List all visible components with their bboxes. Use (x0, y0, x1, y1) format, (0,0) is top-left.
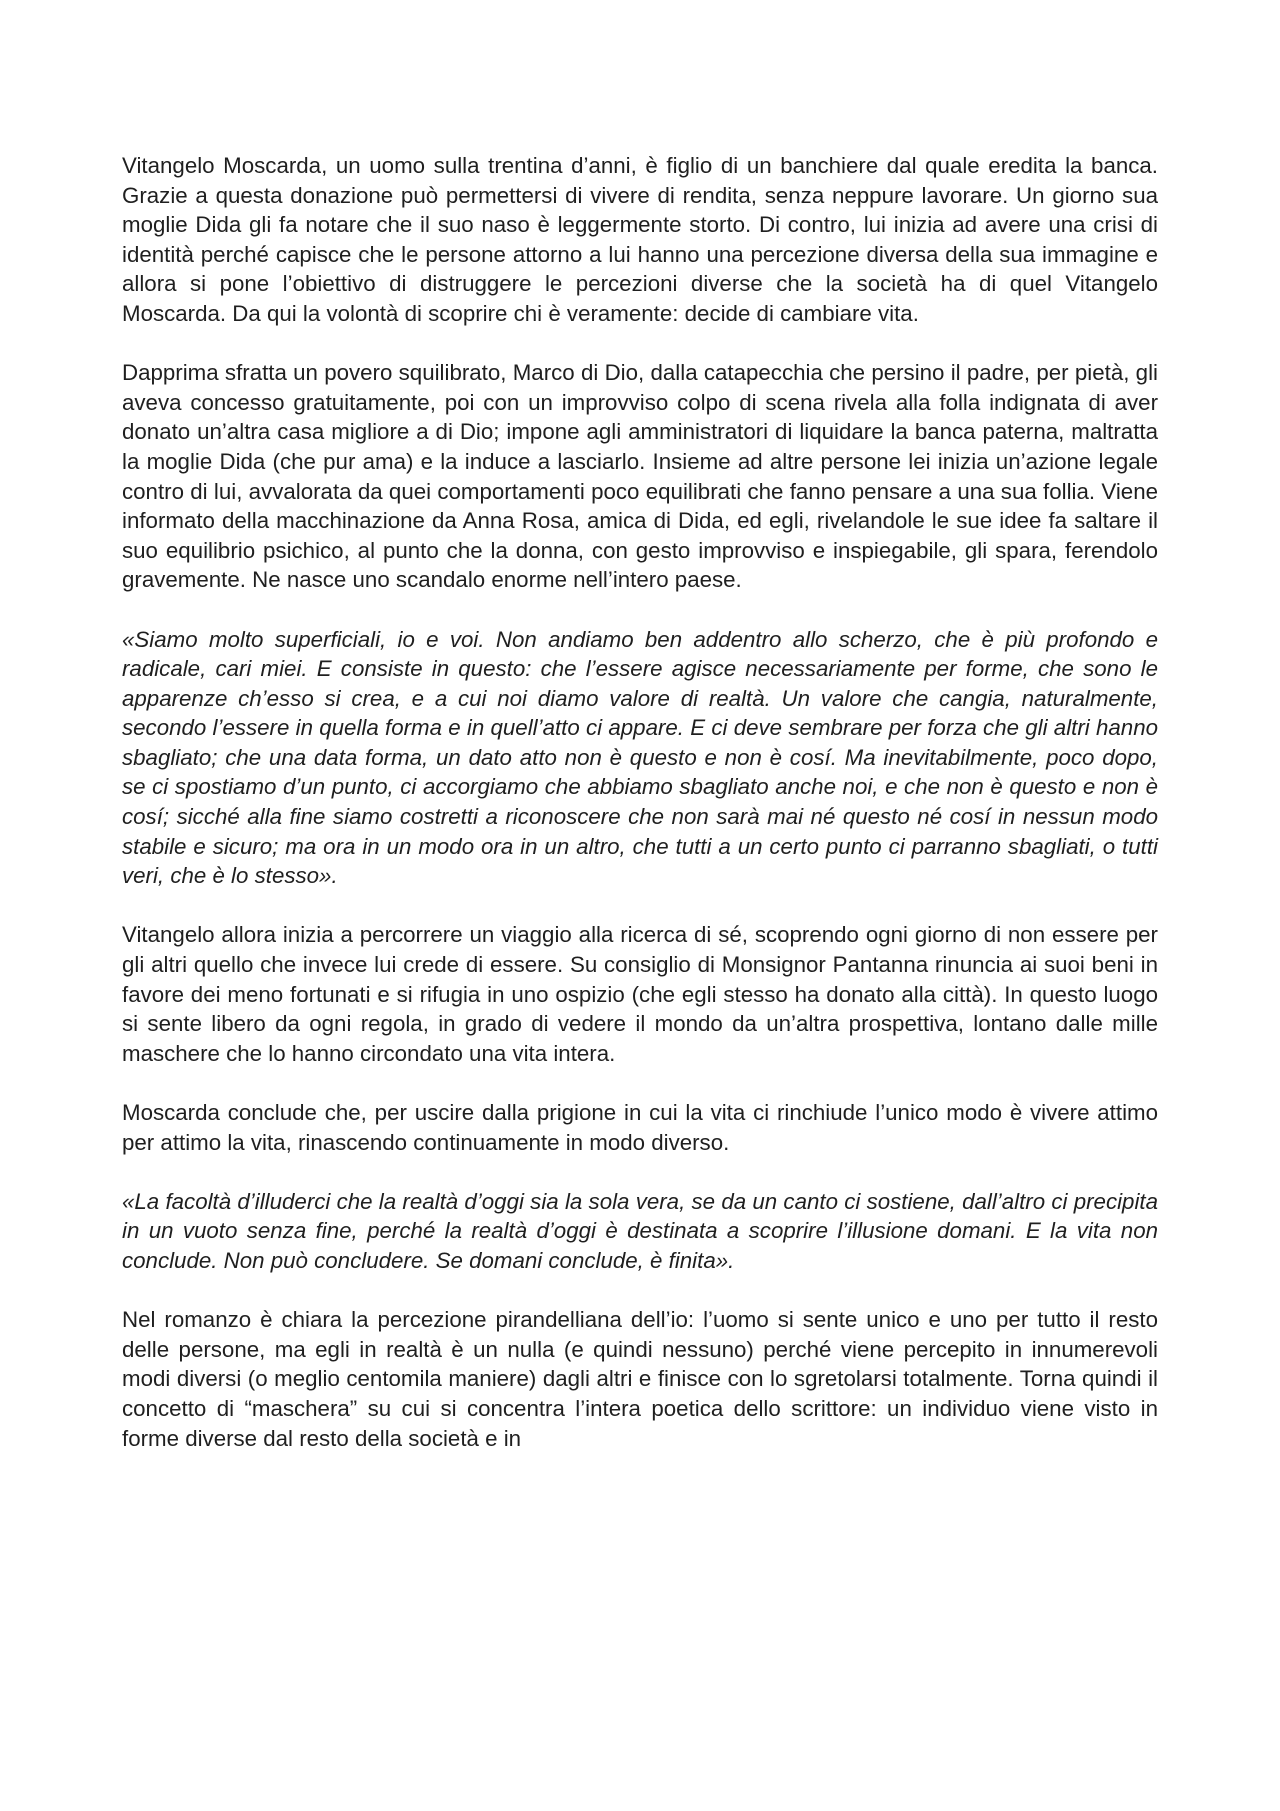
paragraph-analysis: Nel romanzo è chiara la percezione pirandelliana dell’io: l’uomo si sente unico e uno per tutto il resto delle persone, ma egli in realtà è un nulla (e quindi nessuno) perché viene percepito in innumerevoli modi diversi (o meglio centomila maniere) dagli altri e finisce con lo sgretolarsi totalmente. Torna quindi il concetto di “maschera” su cui si concentra l’intera poetica dello scrittore: un individuo viene visto in forme diverse dal resto della società e in (122, 1307, 1158, 1451)
paragraph-plot-events: Dapprima sfratta un povero squilibrato, Marco di Dio, dalla catapecchia che persino il padre, per pietà, gli aveva concesso gratuitamente, poi con un improvviso colpo di scena rivela alla folla indignata di aver donato un’altra casa migliore a di Dio; impone agli amministratori di liquidare la banca paterna, maltratta la moglie Dida (che pur ama) e la induce a lasciarlo. Insieme ad altre persone lei inizia un’azione legale contro di lui, avvalorata da quei comportamenti poco equilibrati che fanno pensare a una sua follia. Viene informato della macchinazione da Anna Rosa, amica di Dida, ed egli, rivelandole le sue idee fa saltare il suo equilibrio psichico, al punto che la donna, con gesto improvviso e inspiegabile, gli spara, ferendolo gravemente. Ne nasce uno scandalo enorme nell’intero paese. (122, 360, 1158, 593)
paragraph-plot-intro: Vitangelo Moscarda, un uomo sulla trentina d’anni, è figlio di un banchiere dal quale eredita la banca. Grazie a questa donazione può permettersi di vivere di rendita, senza neppure lavorare. Un giorno sua moglie Dida gli fa notare che il suo naso è leggermente storto. Di contro, lui inizia ad avere una crisi di identità perché capisce che le persone attorno a lui hanno una percezione diversa della sua immagine e allora si pone l’obiettivo di distruggere le percezioni diverse che la società ha di quel Vitangelo Moscarda. Da qui la volontà di scoprire chi è veramente: decide di cambiare vita. (122, 153, 1158, 326)
quote-illusion: «La facoltà d’illuderci che la realtà d’oggi sia la sola vera, se da un canto ci sostiene, dall’altro ci precipita in un vuoto senza fine, perché la realtà d’oggi è destinata a scoprire l’illusione domani. E la vita non conclude. Non può concludere. Se domani conclude, è finita». (122, 1188, 1158, 1273)
quote-forms: «Siamo molto superficiali, io e voi. Non andiamo ben addentro allo scherzo, che è più profondo e radicale, cari miei. E consiste in questo: che l’essere agisce necessariamente per forme, che sono le apparenze ch’esso si crea, e a cui noi diamo valore di realtà. Un valore che cangia, naturalmente, secondo l’essere in quella forma e in quell’atto ci appare. E ci deve sembrare per forza che gli altri hanno sbagliato; che una data forma, un dato atto non è questo e non è cosí. Ma inevitabilmente, poco dopo, se ci spostiamo d’un punto, ci accorgiamo che abbiamo sbagliato anche noi, e che non è questo e non è cosí; sicché alla fine siamo costretti a riconoscere che non sarà mai né questo né cosí in nessun modo stabile e sicuro; ma ora in un modo ora in un altro, che tutti a un certo punto ci parranno sbagliati, o tutti veri, che è lo stesso». (122, 626, 1158, 889)
paragraph-journey: Vitangelo allora inizia a percorrere un viaggio alla ricerca di sé, scoprendo ogni giorno di non essere per gli altri quello che invece lui crede di essere. Su consiglio di Monsignor Pantanna rinuncia ai suoi beni in favore dei meno fortunati e si rifugia in uno ospizio (che egli stesso ha donato alla città). In questo luogo si sente libero da ogni regola, in grado di vedere il mondo da un’altra prospettiva, lontano dalle mille maschere che lo hanno circondato una vita intera. (122, 922, 1158, 1066)
paragraph-conclusion: Moscarda conclude che, per uscire dalla prigione in cui la vita ci rinchiude l’unico modo è vivere attimo per attimo la vita, rinascendo continuamente in modo diverso. (122, 1100, 1158, 1155)
document-body (122, 151, 1158, 1453)
